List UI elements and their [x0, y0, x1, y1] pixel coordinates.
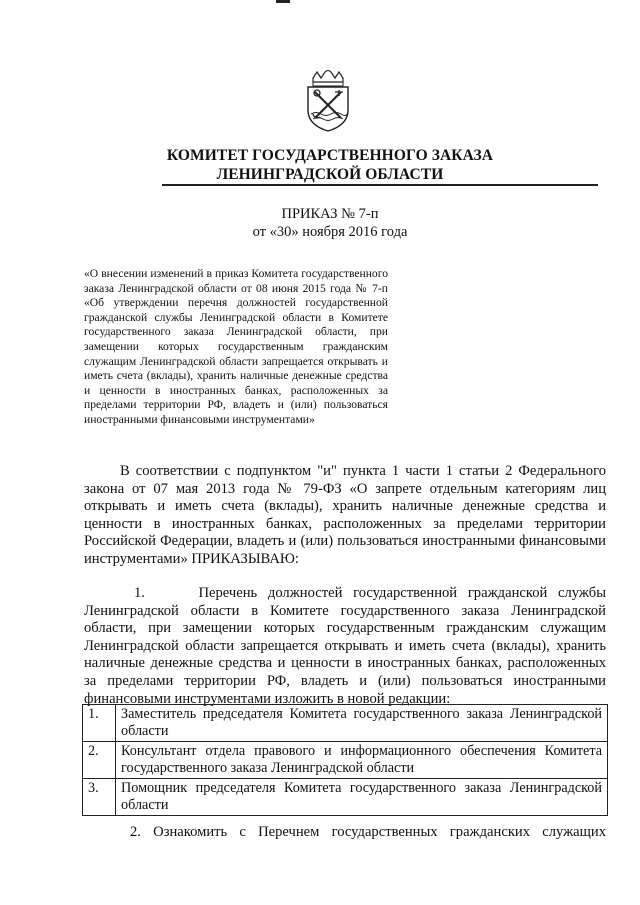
order-heading — [150, 205, 510, 241]
preamble-paragraph: В соответствии с подпунктом "и" пункта 1 части 1 статьи 2 Федерального закона от 07 мая 2013 года № 79-ФЗ «О запрете отдельным категориям лиц открывать и иметь счета (вклады), хранить наличные денежные средства и ценности в иностранных банках, расположенных за пределами территории Российской Федерации, владеть и (или) пользоваться иностранными финансовыми инструментами» ПРИКАЗЫВАЮ: — [84, 463, 606, 567]
table-row — [83, 705, 608, 742]
position-name: Заместитель председателя Комитета государственного заказа Ленинградской области — [116, 705, 608, 742]
page-top-mark — [276, 0, 290, 3]
row-number: 3. — [83, 779, 116, 816]
organization-line-2: ЛЕНИНГРАДСКОЙ ОБЛАСТИ — [216, 166, 444, 183]
coat-of-arms-emblem — [303, 70, 353, 132]
position-name: Консультант отдела правового и информационного обеспечения Комитета государственного заказа Ленинградской области — [116, 742, 608, 779]
order-subject: «О внесении изменений в приказ Комитета государственного заказа Ленинградской области от 08 июня 2015 года № 7-п «Об утверждении перечня должностей государственной гражданской службы Ленинградской области в Комитете государственного заказа Ленинградской области, при замещении которых государственным гражданским служащим Ленинградской области запрещается открывать и иметь счета (вклады), хранить наличные денежные средства и ценности в иностранных банках, расположенных за пределами территории РФ, владеть и (или) пользоваться иностранными финансовыми инструментами» — [84, 267, 388, 426]
header-divider — [162, 184, 598, 186]
organization-line-1: КОМИТЕТ ГОСУДАРСТВЕННОГО ЗАКАЗА — [166, 147, 494, 164]
row-number: 2. — [83, 742, 116, 779]
organization-name — [120, 146, 540, 184]
positions-table — [82, 704, 608, 816]
position-name: Помощник председателя Комитета государственного заказа Ленинградской области — [116, 779, 608, 816]
item-2-paragraph: 2. Ознакомить с Перечнем государственных гражданских служащих — [130, 824, 606, 840]
table-row — [83, 742, 608, 779]
table-row — [83, 779, 608, 816]
row-number: 1. — [83, 705, 116, 742]
order-title: ПРИКАЗ № 7-п — [281, 206, 379, 222]
order-date: от «30» ноября 2016 года — [252, 224, 408, 240]
item-1-paragraph: 1. Перечень должностей государственной гражданской службы Ленинградской области в Комитете государственного заказа Ленинградской области, при замещении которых государственным гражданским служащим Ленинградской области запрещается открывать и иметь счета (вклады), хранить наличные денежные средства и ценности в иностранных банках, расположенных за пределами территории РФ, владеть и (или) пользоваться иностранными финансовыми инструментами изложить в новой редакции: — [84, 585, 606, 707]
